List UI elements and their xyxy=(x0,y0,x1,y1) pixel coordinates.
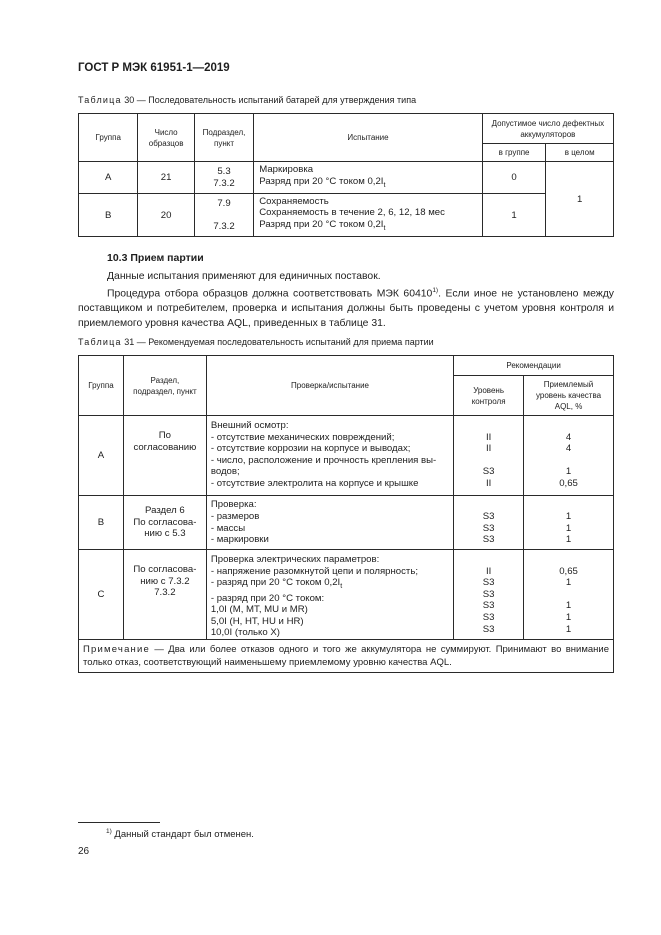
page-number: 26 xyxy=(78,846,90,857)
t31-aqls xyxy=(524,416,614,496)
t31-header-check: Проверка/испытание xyxy=(206,356,453,416)
t31-level: S3 xyxy=(482,522,495,534)
t31-aql: 4 xyxy=(565,443,572,455)
table-row xyxy=(79,496,614,550)
footnote-mark: 1) xyxy=(106,828,112,835)
t30-count: 20 xyxy=(138,194,194,237)
t30-section-line: 7.9 xyxy=(217,197,231,209)
t31-level: S3 xyxy=(482,611,495,623)
t30-header-count: Число образцов xyxy=(138,114,194,162)
table-row xyxy=(79,640,614,673)
t31-level: S3 xyxy=(482,623,495,635)
table-row xyxy=(79,550,614,640)
table31-caption-word: Таблица xyxy=(78,337,122,347)
t30-header-group: Группа xyxy=(79,114,138,162)
t31-aql: 1 xyxy=(565,600,572,612)
t30-test-line xyxy=(259,219,482,235)
t31-section-line: По xyxy=(158,430,171,441)
t31-level xyxy=(454,455,523,467)
t31-group: B xyxy=(79,496,124,550)
subscript: t xyxy=(383,224,386,232)
table-row xyxy=(79,194,614,237)
t31-level: II xyxy=(485,477,492,489)
t30-tests xyxy=(254,194,483,237)
t30-test-text: Разряд при 20 °С током 0,2I xyxy=(259,175,384,187)
t30-sections xyxy=(194,162,253,194)
t30-header-allowed: Допустимое число дефектных аккумуляторов xyxy=(482,114,613,144)
t31-item-line: - маркировки xyxy=(210,534,269,546)
table30-caption-text: 30 — Последовательность испытаний батарей для утверждения типа xyxy=(124,95,417,105)
t31-levels xyxy=(454,416,524,496)
t30-section-line: 5.3 xyxy=(217,165,231,177)
t31-item-line: - размеров xyxy=(210,510,260,522)
t31-aql: 1 xyxy=(565,534,572,546)
t30-header-test: Испытание xyxy=(254,114,483,162)
t31-item-line: Проверка: xyxy=(210,499,257,511)
t31-item-line: Проверка электрических параметров: xyxy=(210,554,380,565)
t31-aql xyxy=(524,554,613,566)
t31-item-line: - массы xyxy=(210,522,246,534)
footnote-divider xyxy=(78,822,160,823)
t31-item-line: - разряд при 20 °С током: xyxy=(210,592,325,604)
t31-item-line: водов; xyxy=(210,466,240,478)
t31-sections xyxy=(123,496,206,550)
t31-item-line: - отсутствие механических повреждений; xyxy=(210,431,395,443)
t31-item-line: - отсутствие коррозии на корпусе и выводах; xyxy=(210,443,411,455)
t31-sections xyxy=(123,550,206,640)
table-row xyxy=(79,162,614,194)
table30-caption xyxy=(78,95,416,105)
t31-aql xyxy=(524,589,613,601)
t30-section-line: 7.3.2 xyxy=(213,177,235,189)
t31-section-line: согласованию xyxy=(133,441,197,453)
t31-level: S3 xyxy=(482,600,495,612)
t30-test-line xyxy=(259,176,482,192)
document-header: ГОСТ Р МЭК 61951-1—2019 xyxy=(78,62,230,74)
t31-aql: 1 xyxy=(565,466,572,478)
t30-section-line: 7.3.2 xyxy=(213,220,235,232)
footnote xyxy=(106,828,254,840)
t31-item-line: 1,0I (M, MT, MU и MR) xyxy=(210,604,308,616)
t31-items xyxy=(206,416,453,496)
t30-header-in-group: в группе xyxy=(482,144,546,162)
subscript: t xyxy=(340,583,343,591)
t31-level: II xyxy=(485,443,492,455)
note-text: — Два или более отказов одного и того же аккумулятора не суммируют. Принимают во внимание только отказ, соответствующий наименьшему приемлемому уровню качества AQL. xyxy=(83,644,610,669)
t30-group: B xyxy=(79,194,138,237)
t31-item-text: - разряд при 20 °С током 0,2I xyxy=(210,577,341,589)
t30-test-line: Маркировка xyxy=(259,163,314,175)
t31-header-group: Группа xyxy=(79,356,124,416)
t31-item-line: - напряжение разомкнутой цепи и полярность; xyxy=(210,565,418,577)
t31-level: S3 xyxy=(482,577,495,589)
t30-section-line xyxy=(195,209,253,221)
t31-aql xyxy=(524,499,613,511)
t30-group: A xyxy=(79,162,138,194)
t31-item-line: Внешний осмотр: xyxy=(210,420,289,431)
note-label: Примечание xyxy=(83,644,150,656)
t31-section-line: 7.3.2 xyxy=(154,587,176,599)
paragraph-2-text: Процедура отбора образцов должна соответствовать МЭК 60410 xyxy=(107,288,433,300)
t31-aqls xyxy=(524,496,614,550)
table-row xyxy=(79,416,614,496)
t31-group: C xyxy=(79,550,124,640)
t31-item-line: 10,0I (только X) xyxy=(210,627,280,639)
t31-group: A xyxy=(79,416,124,496)
t31-header-recommend: Рекомендации xyxy=(454,356,614,376)
t31-level: S3 xyxy=(482,534,495,546)
t30-test-line: Сохраняемость в течение 2, 6, 12, 18 мес xyxy=(259,207,445,219)
footnote-ref: 1) xyxy=(432,287,439,294)
footnote-text: Данный стандарт был отменен. xyxy=(114,829,254,841)
table31-caption xyxy=(78,337,434,347)
t31-items xyxy=(206,496,453,550)
t31-item-line: - число, расположение и прочность крепления вы- xyxy=(210,454,437,466)
t31-note xyxy=(79,640,614,673)
t30-in-total: 1 xyxy=(546,162,614,237)
t30-test-line: Сохраняемость xyxy=(259,195,329,207)
paragraph-1: Данные испытания применяют для единичных поставок. xyxy=(107,271,381,282)
t31-sections xyxy=(123,416,206,496)
t31-section-line: По согласова- xyxy=(133,564,197,575)
t31-aql: 1 xyxy=(565,510,572,522)
t31-level xyxy=(454,420,523,432)
table30-caption-word: Таблица xyxy=(78,95,122,105)
t31-aql: 0,65 xyxy=(559,565,578,577)
t31-level: S3 xyxy=(482,466,495,478)
t31-aql xyxy=(524,455,613,467)
t31-section-line: Раздел 6 xyxy=(145,505,185,517)
t31-level xyxy=(454,554,523,566)
t30-in-group: 1 xyxy=(482,194,546,237)
t31-level xyxy=(454,499,523,511)
t31-header-level: Уровень контроля xyxy=(454,376,524,416)
t31-aql: 1 xyxy=(565,577,572,589)
subscript: t xyxy=(383,181,386,189)
table31 xyxy=(78,355,614,673)
t31-aql: 1 xyxy=(565,623,572,635)
t30-tests xyxy=(254,162,483,194)
t31-item-line xyxy=(211,577,449,593)
t30-test-text: Разряд при 20 °С током 0,2I xyxy=(259,218,384,230)
t31-item-line: 5,0I (H, HT, HU и HR) xyxy=(210,615,304,627)
t31-level: II xyxy=(485,431,492,443)
table30 xyxy=(78,113,614,237)
t30-sections xyxy=(194,194,253,237)
t31-section-line: нию с 5.3 xyxy=(144,528,186,540)
t31-levels xyxy=(454,550,524,640)
paragraph-2 xyxy=(78,283,614,331)
table31-caption-text: 31 — Рекомендуемая последовательность испытаний для приема партии xyxy=(124,337,434,347)
paragraph-2-text-cont: . Если иное не установлено между поставщиком и потребителем, проверка и испытания должны быть проведены с учетом уровня контроля и приемлемого уровня качества AQL, приведенных в таблице 31. xyxy=(78,288,614,330)
t31-level: S3 xyxy=(482,510,495,522)
section-title: 10.3 Прием партии xyxy=(107,252,204,264)
t30-header-in-total: в целом xyxy=(546,144,614,162)
t30-in-group: 0 xyxy=(482,162,546,194)
t31-section-line: По согласова- xyxy=(133,516,197,528)
t31-header-section: Раздел, подраздел, пункт xyxy=(123,356,206,416)
t31-aql: 1 xyxy=(565,611,572,623)
t31-level: II xyxy=(485,565,492,577)
t31-aql: 4 xyxy=(565,431,572,443)
t31-aql xyxy=(524,420,613,432)
t30-header-section: Подраздел, пункт xyxy=(194,114,253,162)
t31-levels xyxy=(454,496,524,550)
t31-items xyxy=(206,550,453,640)
t31-aqls xyxy=(524,550,614,640)
t31-section-line: нию с 7.3.2 xyxy=(140,575,190,587)
t31-level: S3 xyxy=(482,588,495,600)
t31-aql: 1 xyxy=(565,522,572,534)
t30-count: 21 xyxy=(138,162,194,194)
t31-item-line: - отсутствие электролита на корпусе и крышке xyxy=(210,477,419,489)
t31-header-aql: Приемлемый уровень качества AQL, % xyxy=(524,376,614,416)
t31-aql: 0,65 xyxy=(559,477,578,489)
